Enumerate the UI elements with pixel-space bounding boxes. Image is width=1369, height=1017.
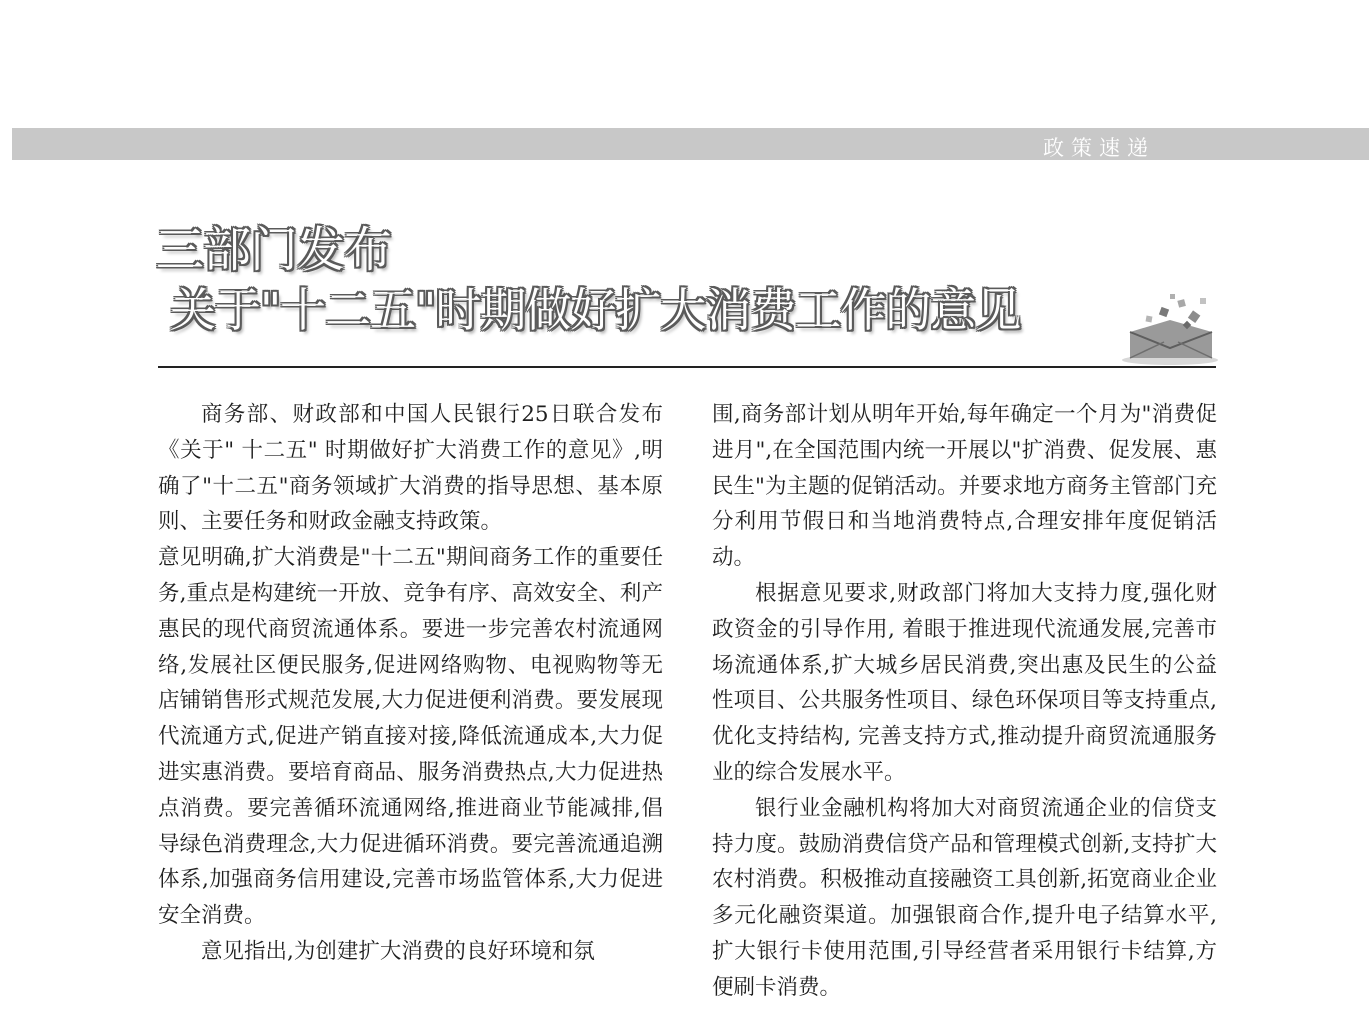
- section-label: 政策速递: [1043, 136, 1155, 160]
- article-paragraph-3-continued: 围,商务部计划从明年开始,每年确定一个月为"消费促进月",在全国范围内统一开展以"扩消费、促发展、惠民生"为主题的促销活动。并要求地方商务主管部门充分利用节假日和当地消费特点,合理安排年度促销活动。: [712, 402, 1217, 571]
- article-title-line1: 三部门发布: [156, 222, 392, 278]
- article-paragraph-1: 商务部、财政部和中国人民银行25日联合发布《关于" 十二五" 时期做好扩大消费工作的意见》,明确了"十二五"商务领域扩大消费的指导思想、基本原则、主要任务和财政金融支持政策。: [158, 402, 663, 535]
- title-divider: [158, 366, 1216, 368]
- article-title-line2: 关于"十二五"时期做好扩大消费工作的意见: [170, 283, 1021, 337]
- article-paragraph-3: 意见指出,为创建扩大消费的良好环境和氛: [201, 938, 595, 964]
- section-header-bar: [12, 128, 1369, 160]
- envelope-icon: [1120, 292, 1220, 366]
- article-column-right: [712, 397, 1217, 1006]
- article-paragraph-5: 银行业金融机构将加大对商贸流通企业的信贷支持力度。鼓励消费信贷产品和管理模式创新,支持扩大农村消费。积极推动直接融资工具创新,拓宽商业企业多元化融资渠道。加强银商合作,提升电子结算水平,扩大银行卡使用范围,引导经营者采用银行卡结算,方便刷卡消费。: [712, 795, 1217, 1000]
- article-paragraph-2: 意见明确,扩大消费是"十二五"期间商务工作的重要任务,重点是构建统一开放、竞争有序、高效安全、利产惠民的现代商贸流通体系。要进一步完善农村流通网络,发展社区便民服务,促进网络购物、电视购物等无店铺销售形式规范发展,大力促进便利消费。要发展现代流通方式,促进产销直接对接,降低流通成本,大力促进实惠消费。要培育商品、服务消费热点,大力促进热点消费。要完善循环流通网络,推进商业节能减排,倡导绿色消费理念,大力促进循环消费。要完善流通追溯体系,加强商务信用建设,完善市场监管体系,大力促进安全消费。: [158, 545, 663, 929]
- article-paragraph-4: 根据意见要求,财政部门将加大支持力度,强化财政资金的引导作用, 着眼于推进现代流通发展,完善市场流通体系,扩大城乡居民消费,突出惠及民生的公益性项目、公共服务性项目、绿色环保项目等支持重点, 优化支持结构, 完善支持方式,推动提升商贸流通服务业的综合发展水平。: [712, 580, 1217, 785]
- article-column-left: [158, 397, 663, 970]
